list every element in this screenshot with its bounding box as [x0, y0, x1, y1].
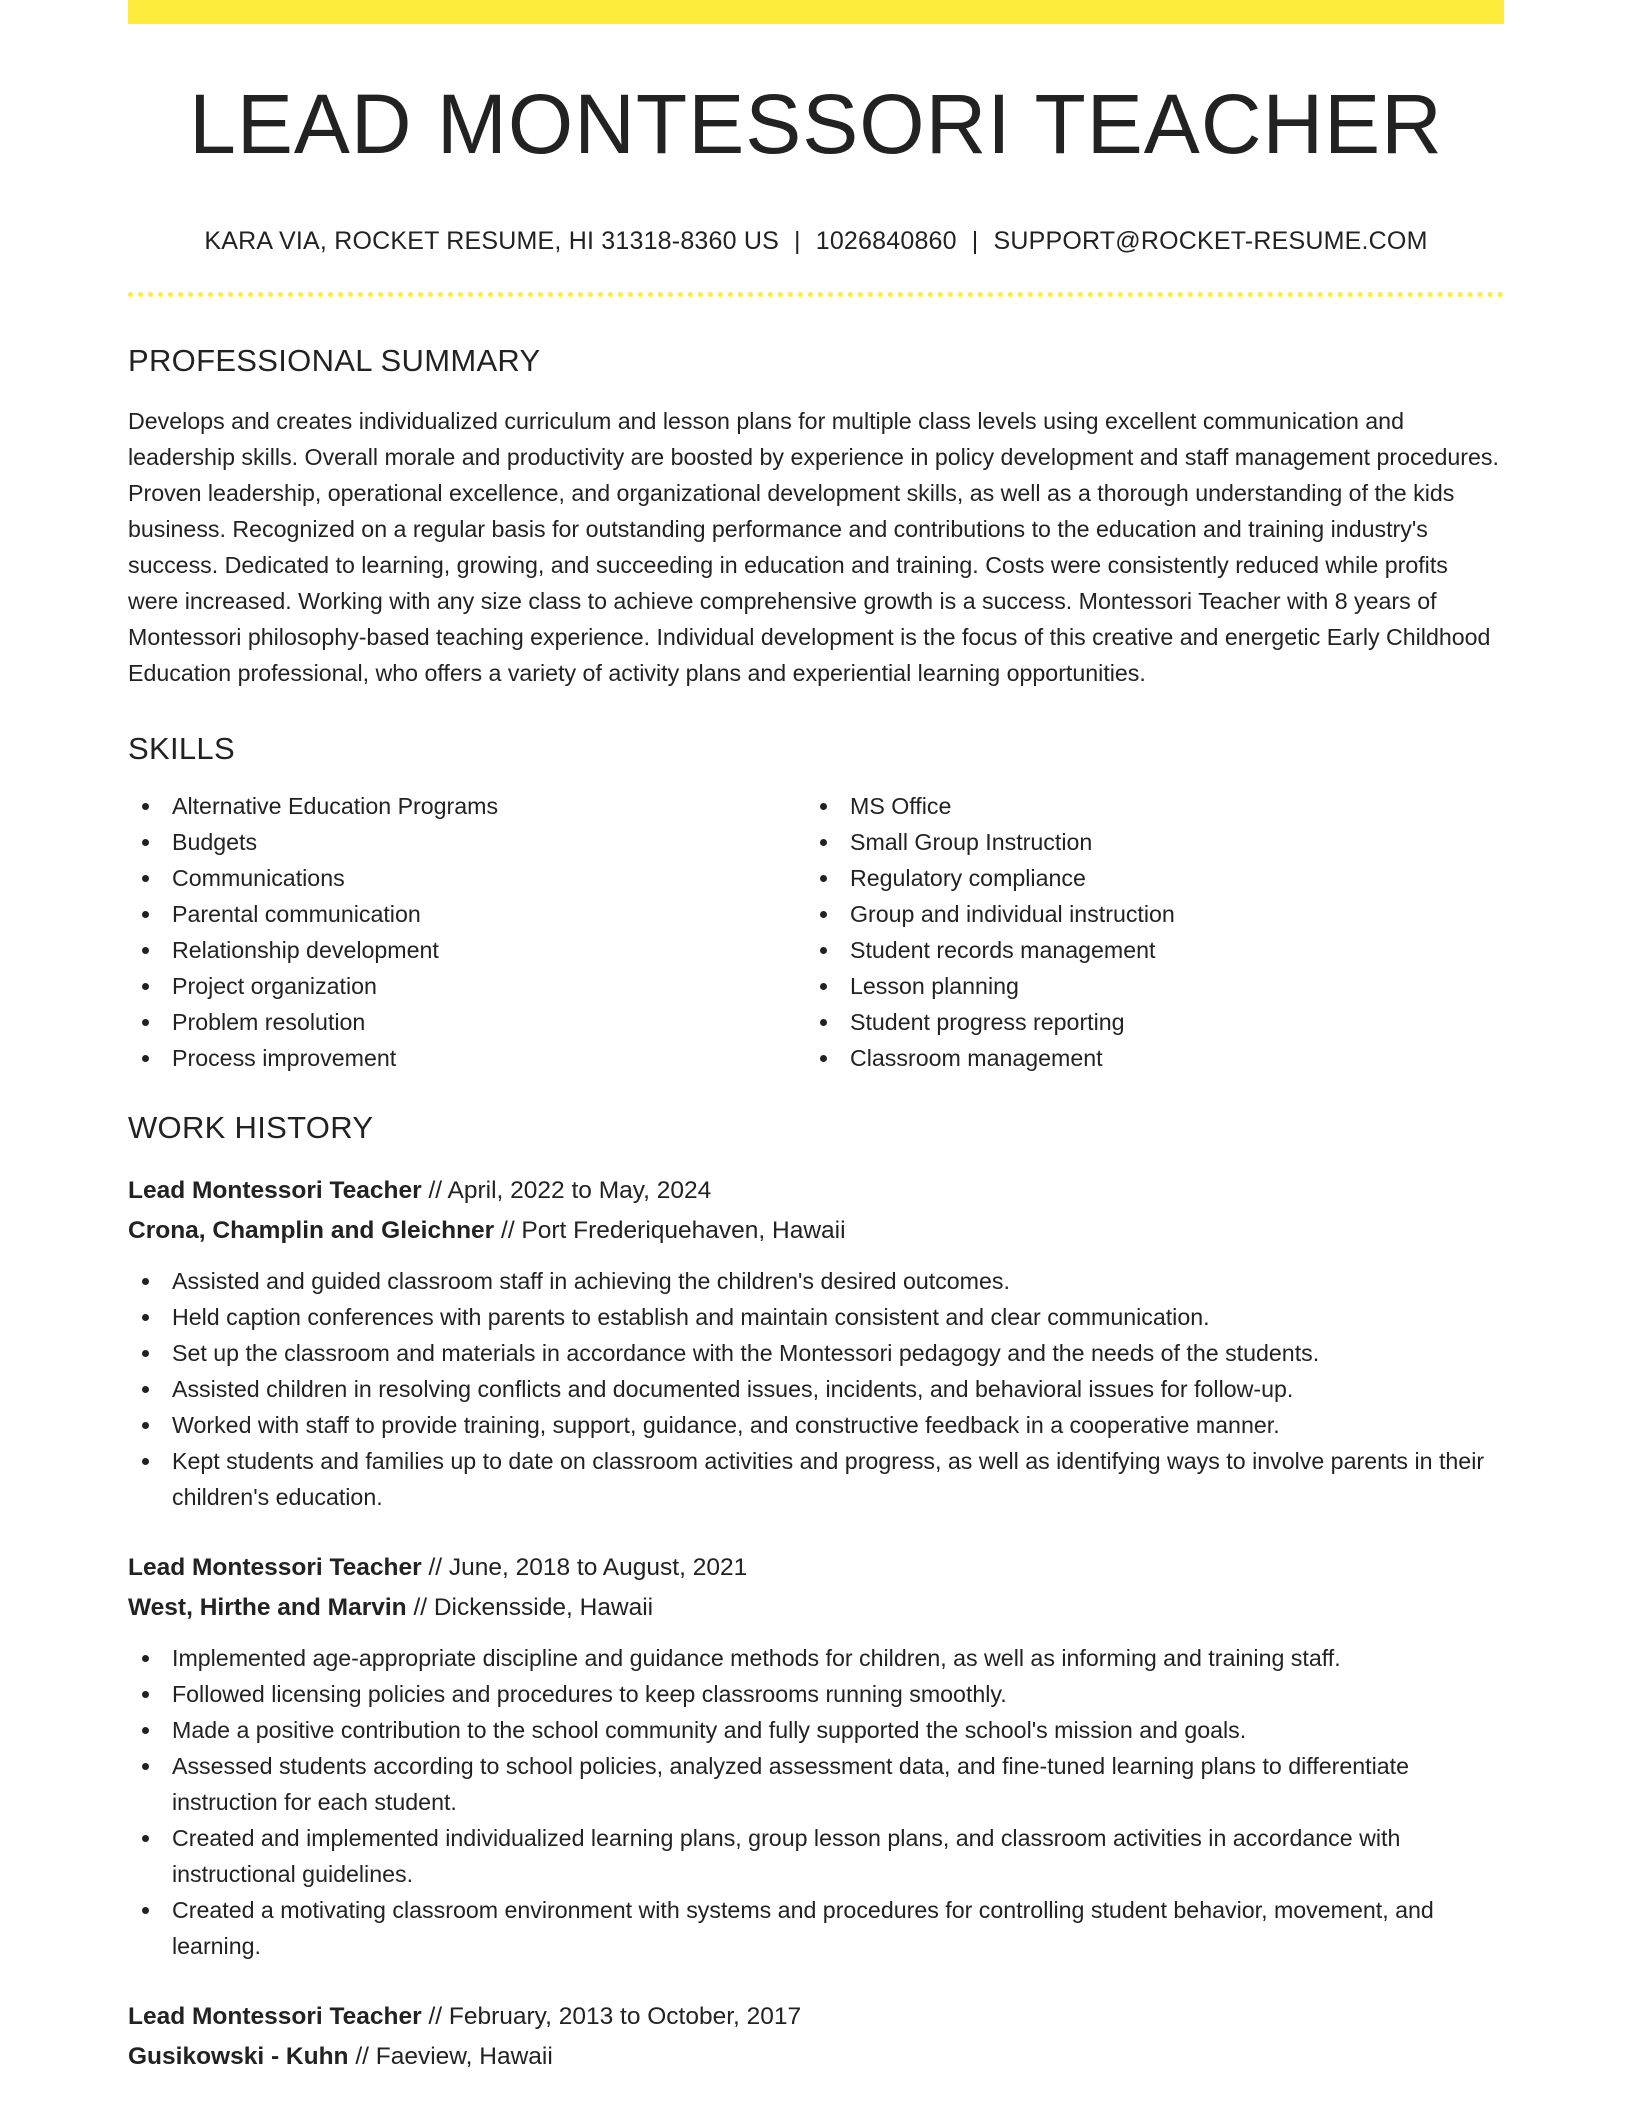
job-title-line	[128, 1548, 1504, 1588]
skills-list-left	[128, 788, 806, 1076]
skill-item: Small Group Instruction	[806, 824, 1484, 860]
skills-columns	[128, 788, 1504, 1076]
contact-phone[interactable]: 1026840860	[815, 227, 957, 255]
job-company: West, Hirthe and Marvin	[128, 1594, 407, 1621]
job-bullet: Implemented age-appropriate discipline and guidance methods for children, as well as informing and training staff.	[128, 1640, 1504, 1676]
skill-item: Alternative Education Programs	[128, 788, 806, 824]
skill-item: Process improvement	[128, 1040, 806, 1076]
skill-item: Regulatory compliance	[806, 860, 1484, 896]
skill-item: Project organization	[128, 968, 806, 1004]
job-company: Crona, Champlin and Gleichner	[128, 1217, 495, 1244]
job-dates: // June, 2018 to August, 2021	[421, 1554, 748, 1581]
skill-item: Relationship development	[128, 932, 806, 968]
work-heading: WORK HISTORY	[128, 1110, 374, 1145]
contact-separator: |	[971, 227, 979, 255]
resume-title: LEAD MONTESSORI TEACHER	[189, 77, 1443, 171]
job-bullet: Followed licensing policies and procedures to keep classrooms running smoothly.	[128, 1676, 1504, 1712]
job-bullet: Kept students and families up to date on classroom activities and progress, as well as identifying ways to involve parents in their children's education.	[128, 1443, 1504, 1515]
job-list	[128, 1171, 1504, 2077]
resume-page	[128, 0, 1504, 2077]
job-bullet: Created a motivating classroom environment with systems and procedures for controlling student behavior, movement, and learning.	[128, 1892, 1504, 1964]
skill-item: Parental communication	[128, 896, 806, 932]
job-location: // Faeview, Hawaii	[348, 2043, 553, 2070]
skill-item: Communications	[128, 860, 806, 896]
job-title-line	[128, 1997, 1504, 2037]
dotted-divider	[128, 292, 1504, 297]
job-title-line	[128, 1171, 1504, 1211]
contact-separator: |	[794, 227, 801, 255]
job-entry	[128, 1548, 1504, 1964]
job-company-line	[128, 1211, 1504, 1251]
job-bullets	[128, 1263, 1504, 1515]
job-entry	[128, 1997, 1504, 2077]
job-dates: // February, 2013 to October, 2017	[421, 2003, 802, 2030]
job-bullet: Held caption conferences with parents to establish and maintain consistent and clear communication.	[128, 1299, 1504, 1335]
job-company-line	[128, 1588, 1504, 1628]
job-entry	[128, 1171, 1504, 1515]
job-bullet: Worked with staff to provide training, support, guidance, and constructive feedback in a cooperative manner.	[128, 1407, 1504, 1443]
summary-text: Develops and creates individualized curriculum and lesson plans for multiple class levels using excellent communication and leadership skills. Overall morale and productivity are boosted by experience in policy development and staff management procedures. Proven leadership, operational excellence, and organizational development skills, as well as a thorough understanding of the kids business. Recognized on a regular basis for outstanding performance and contributions to the education and training industry's success. Dedicated to learning, growing, and succeeding in education and training. Costs were consistently reduced while profits were increased. Working with any size class to achieve comprehensive growth is a success. Montessori Teacher with 8 years of Montessori philosophy-based teaching experience. Individual development is the focus of this creative and energetic Early Childhood Education professional, who offers a variety of activity plans and experiential learning opportunities.	[128, 408, 1499, 686]
job-bullet: Assisted children in resolving conflicts and documented issues, incidents, and behavioral issues for follow-up.	[128, 1371, 1504, 1407]
job-title: Lead Montessori Teacher	[128, 1554, 422, 1581]
contact-address: KARA VIA, ROCKET RESUME, HI 31318-8360 US	[204, 227, 780, 255]
skill-item: Group and individual instruction	[806, 896, 1484, 932]
job-company: Gusikowski - Kuhn	[128, 2043, 349, 2070]
skill-item: Lesson planning	[806, 968, 1484, 1004]
skill-item: Student progress reporting	[806, 1004, 1484, 1040]
job-title: Lead Montessori Teacher	[128, 1177, 422, 1204]
skills-list-right	[806, 788, 1484, 1076]
skill-item: Classroom management	[806, 1040, 1484, 1076]
skill-item: Problem resolution	[128, 1004, 806, 1040]
job-bullet: Assisted and guided classroom staff in achieving the children's desired outcomes.	[128, 1263, 1504, 1299]
summary-section	[128, 345, 1504, 691]
job-bullet: Set up the classroom and materials in accordance with the Montessori pedagogy and the needs of the students.	[128, 1335, 1504, 1371]
summary-heading: PROFESSIONAL SUMMARY	[128, 343, 541, 378]
job-location: // Port Frederiquehaven, Hawaii	[494, 1217, 846, 1244]
work-section	[128, 1112, 1504, 2077]
skills-section	[128, 733, 1504, 1076]
skills-heading: SKILLS	[128, 731, 235, 766]
skill-item: Student records management	[806, 932, 1484, 968]
top-accent-bar	[128, 0, 1504, 24]
job-title: Lead Montessori Teacher	[128, 2003, 422, 2030]
job-dates: // April, 2022 to May, 2024	[421, 1177, 712, 1204]
job-location: // Dickensside, Hawaii	[406, 1594, 654, 1621]
job-bullet: Created and implemented individualized learning plans, group lesson plans, and classroom activities in accordance with instructional guidelines.	[128, 1820, 1504, 1892]
skill-item: MS Office	[806, 788, 1484, 824]
job-bullet: Made a positive contribution to the school community and fully supported the school's mission and goals.	[128, 1712, 1504, 1748]
job-company-line	[128, 2037, 1504, 2077]
job-bullets	[128, 1640, 1504, 1964]
contact-email[interactable]: SUPPORT@ROCKET-RESUME.COM	[993, 227, 1428, 255]
job-bullet: Assessed students according to school policies, analyzed assessment data, and fine-tuned learning plans to differentiate instruction for each student.	[128, 1748, 1504, 1820]
contact-line	[128, 229, 1504, 254]
skill-item: Budgets	[128, 824, 806, 860]
